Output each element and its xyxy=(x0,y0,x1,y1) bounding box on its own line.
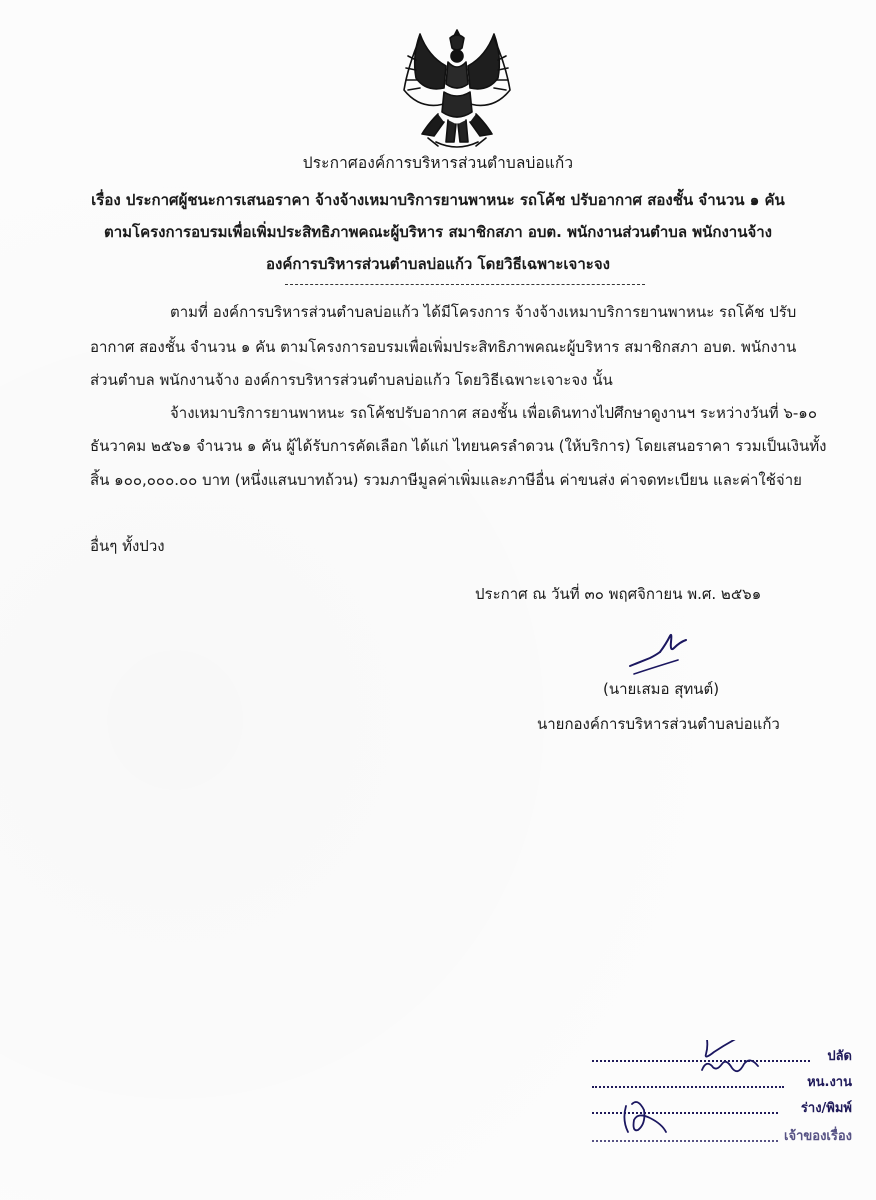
signer-position: นายกองค์การบริหารส่วนตำบลบ่อแก้ว xyxy=(537,715,780,733)
routing-label: หน.งาน xyxy=(807,1075,852,1090)
body-line-5: ธันวาคม ๒๕๖๑ จำนวน ๑ คัน ผู้ได้รับการคัดเลือก ได้แก่ ไทยนครลำดวน (ให้บริการ) โดยเสนอราคา รวมเป็นเงินทั้ง xyxy=(90,437,827,455)
body-line-3: ส่วนตำบล พนักงานจ้าง องค์การบริหารส่วนตำบลบ่อแก้ว โดยวิธีเฉพาะเจาะจง นั้น xyxy=(90,371,613,389)
body-line-1: ตามที่ องค์การบริหารส่วนตำบลบ่อแก้ว ได้มีโครงการ จ้างจ้างเหมาบริการยานพาหนะ รถโค้ช ปรับ xyxy=(170,303,797,321)
subject-line-1: เรื่อง ประกาศผู้ชนะการเสนอราคา จ้างจ้างเหมาบริการยานพาหนะ รถโค้ช ปรับอากาศ สองชั้น จำนวน ๑ คัน xyxy=(91,191,785,209)
subject-line-2: ตามโครงการอบรมเพื่อเพิ่มประสิทธิภาพคณะผู้บริหาร สมาชิกสภา อบต. พนักงานส่วนตำบล พนักงานจ้าง xyxy=(103,223,772,241)
divider-rule xyxy=(285,284,645,285)
body-line-7: อื่นๆ ทั้งปวง xyxy=(90,537,165,555)
routing-label: ปลัด xyxy=(827,1049,852,1064)
subject-line-3: องค์การบริหารส่วนตำบลบ่อแก้ว โดยวิธีเฉพาะเจาะจง xyxy=(266,255,610,273)
signer-name: (นายเสมอ สุทนต์) xyxy=(603,680,720,698)
body-line-6: สิ้น ๑๐๐,๐๐๐.๐๐ บาท (หนึ่งแสนบาทถ้วน) รวมภาษีมูลค่าเพิ่มและภาษีอื่น ค่าขนส่ง ค่าจดทะเบียน และค่าใช้จ่าย xyxy=(90,471,802,489)
routing-label: ร่าง/พิมพ์ xyxy=(800,1101,852,1116)
routing-label: เจ้าของเรื่อง xyxy=(784,1129,852,1144)
body-line-2: อากาศ สองชั้น จำนวน ๑ คัน ตามโครงการอบรมเพื่อเพิ่มประสิทธิภาพคณะผู้บริหาร สมาชิกสภา อบต. พนักงาน xyxy=(90,338,797,356)
routing-initials xyxy=(592,1040,852,1190)
routing-block xyxy=(592,1040,852,1190)
garuda-emblem-icon xyxy=(398,26,516,152)
announcement-date: ประกาศ ณ วันที่ ๓๐ พฤศจิกายน พ.ศ. ๒๕๖๑ xyxy=(475,585,762,603)
body-line-4: จ้างเหมาบริการยานพาหนะ รถโค้ชปรับอากาศ สองชั้น เพื่อเดินทางไปศึกษาดูงานฯ ระหว่างวันที่ ๖-๑๐ xyxy=(170,404,817,422)
document-title: ประกาศองค์การบริหารส่วนตำบลบ่อแก้ว xyxy=(302,154,574,172)
handwritten-signature xyxy=(622,622,702,682)
